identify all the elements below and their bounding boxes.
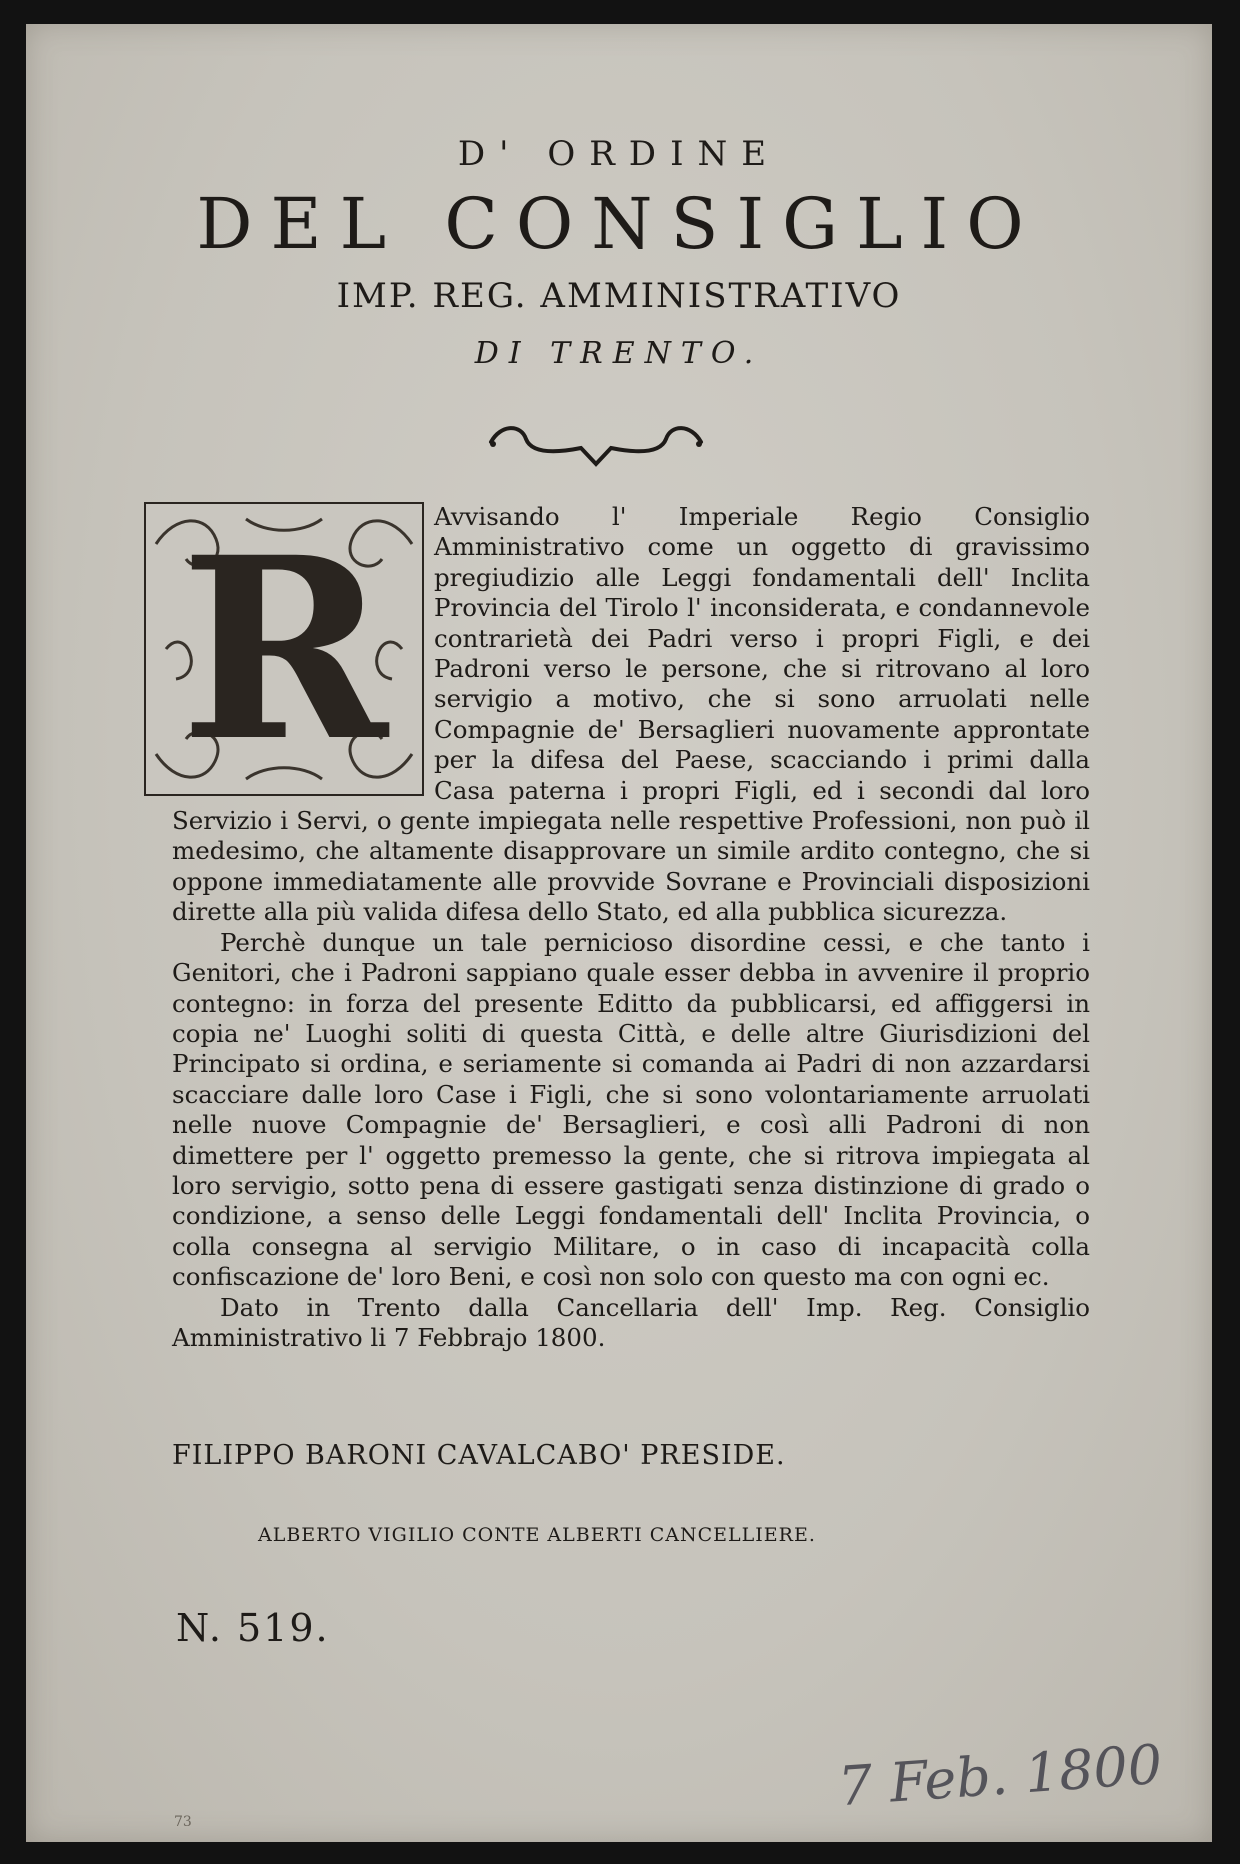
paragraph-1: Avvisando l' Imperiale Regio Consiglio Amministrativo come un oggetto di gravissimo pregiudizio alle Leggi fondamentali dell' Inclita Provincia del Tirolo l' inconsiderata, e condannevole contrarietà dei Padri verso i propri Figli, e dei Padroni verso le persone, che si ritrovano al loro servigio a motivo, che si sono arruolati nelle Compagnie de' Bersaglieri nuovamente approntate per la difesa del Paese, scacciando i primi dalla Casa paterna i propri Figli, ed i secondi dal loro Servizio i Servi, o gente impiegata nelle respettive Professioni, non può il medesimo, che altamente disapprovare un simile ardito contegno, che si oppone immediatamente alle provvide Sovrane e Provinciali disposizioni dirette alla più valida difesa dello Stato, ed alla pubblica sicurezza. [172, 502, 1090, 927]
document-page [26, 24, 1212, 1842]
heading-title: DEL CONSIGLIO [196, 183, 1042, 265]
paragraph-2: Perchè dunque un tale pernicioso disordine cessi, e che tanto i Genitori, che i Padroni sappiano quale esser debba in avvenire il proprio contegno: in forza del presente Editto da pubblicarsi, ed affiggersi in copia ne' Luoghi soliti di questa Città, e delle altre Giurisdizioni del Principato si ordina, e seriamente si comanda ai Padri di non azzardarsi scacciare dalle loro Case i Figli, che si sono volontariamente arruolati nelle nuove Compagnie de' Bersaglieri, e così alli Padroni di non dimettere per l' oggetto premesso la gente, che si ritrova impiegata al loro servigio, sotto pena di essere gastigati senza distinzione di grado o condizione, a senso delle Leggi fondamentali dell' Inclita Provincia, o colla consegna al servigio Militare, o in caso di incapacità colla confiscazione de' loro Beni, e così non solo con questo ma con ogni ec. [172, 927, 1090, 1292]
edict-body [172, 502, 1090, 1353]
signature-cancelliere: ALBERTO VIGILIO CONTE ALBERTI CANCELLIERE. [258, 1524, 816, 1546]
heading-line-4: DI TRENTO. [474, 336, 764, 371]
signature-preside: FILIPPO BARONI CAVALCABO' PRESIDE. [172, 1440, 786, 1471]
margin-mark: 73 [174, 1814, 192, 1830]
heading-line-3: IMP. REG. AMMINISTRATIVO [336, 276, 902, 316]
heading-line-1: D' ORDINE [457, 134, 781, 174]
ornament-divider [481, 414, 711, 474]
paragraph-3: Dato in Trento dalla Cancellaria dell' Imp. Reg. Consiglio Amministrativo li 7 Febbrajo 1800. [172, 1292, 1090, 1352]
handwritten-date: 7 Feb. 1800 [836, 1732, 1165, 1819]
initial-letter: R [180, 502, 388, 796]
document-number: N. 519. [176, 1606, 330, 1650]
